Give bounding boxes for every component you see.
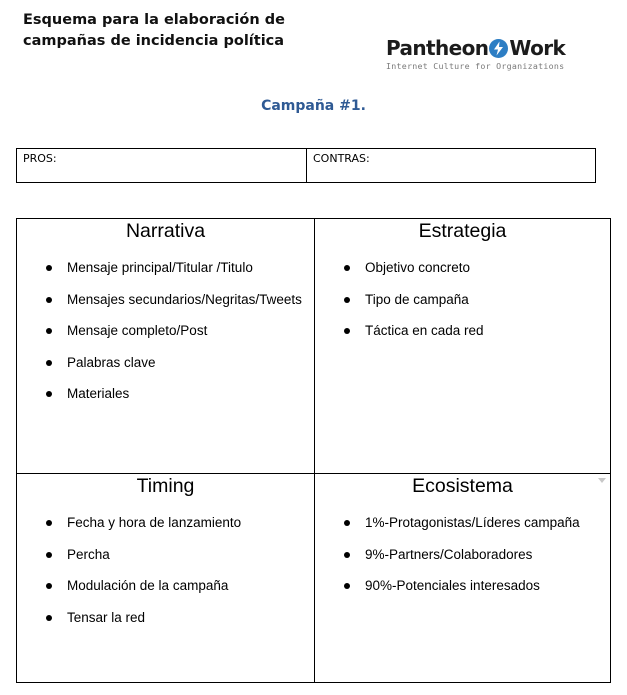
bullet-list <box>315 515 610 594</box>
list-item-text: 90%-Potenciales interesados <box>365 578 540 593</box>
list-item <box>17 292 314 308</box>
quadrant-narrativa <box>17 219 315 474</box>
campaign-heading: Campaña #1. <box>261 98 366 114</box>
bullet-icon <box>46 265 52 271</box>
bullet-icon <box>46 391 52 397</box>
bullet-icon <box>344 583 350 589</box>
list-item-text: Modulación de la campaña <box>67 578 229 593</box>
list-item-text: 1%-Protagonistas/Líderes campaña <box>365 515 580 530</box>
cons-label: CONTRAS: <box>313 152 370 165</box>
campaign-quadrant-grid <box>16 218 611 683</box>
bullet-icon <box>344 328 350 334</box>
list-item <box>315 515 610 531</box>
logo-wordmark <box>386 36 586 60</box>
logo-tagline: Internet Culture for Organizations <box>386 61 565 71</box>
bullet-icon <box>344 520 350 526</box>
logo-name-part-1: Pantheon <box>386 36 489 60</box>
list-item <box>315 578 610 594</box>
chevron-down-icon[interactable] <box>598 478 606 483</box>
list-item <box>17 515 314 531</box>
bullet-icon <box>46 360 52 366</box>
quadrant-title: Estrategia <box>418 220 507 242</box>
list-item-text: Objetivo concreto <box>365 260 471 275</box>
bullet-icon <box>344 297 350 303</box>
list-item-text: Fecha y hora de lanzamiento <box>67 515 242 530</box>
list-item-text: 9%-Partners/Colaboradores <box>365 546 533 562</box>
list-item-text: Táctica en cada red <box>365 323 484 338</box>
list-item <box>315 260 610 276</box>
document-title-line-1: Esquema para la elaboración de <box>23 12 285 28</box>
bullet-icon <box>46 615 52 621</box>
list-item-text: Mensajes secundarios/Negritas/Tweets <box>67 291 302 307</box>
quadrant-estrategia <box>315 219 610 474</box>
bullet-icon <box>46 583 52 589</box>
bullet-icon <box>46 520 52 526</box>
bullet-icon <box>46 552 52 558</box>
bullet-list <box>17 515 314 626</box>
quadrant-timing <box>17 474 315 682</box>
bullet-icon <box>344 552 350 558</box>
bullet-icon <box>46 328 52 334</box>
pantheon-work-logo <box>386 36 586 71</box>
bullet-list <box>315 260 610 339</box>
document-title-line-2: campañas de incidencia política <box>23 33 285 49</box>
list-item-text: Percha <box>67 546 110 562</box>
list-item <box>17 578 314 594</box>
list-item <box>17 547 314 563</box>
list-item <box>17 260 314 276</box>
list-item <box>17 323 314 339</box>
quadrant-ecosistema <box>315 474 610 682</box>
logo-name-part-2: Work <box>509 36 566 60</box>
quadrant-title: Ecosistema <box>412 475 513 497</box>
list-item-text: Materiales <box>67 386 130 401</box>
list-item-text: Mensaje completo/Post <box>67 323 208 338</box>
pros-cons-table <box>16 148 596 183</box>
quadrant-title: Timing <box>136 475 195 497</box>
quadrant-title: Narrativa <box>125 220 206 242</box>
list-item-text: Mensaje principal/Titular /Titulo <box>67 260 253 275</box>
document-title <box>23 10 283 52</box>
bullet-list <box>17 260 314 402</box>
bullet-icon <box>46 297 52 303</box>
list-item <box>315 547 610 563</box>
list-item-text: Palabras clave <box>67 354 156 370</box>
list-item-text: Tensar la red <box>67 609 146 625</box>
bullet-icon <box>344 265 350 271</box>
list-item <box>17 355 314 371</box>
list-item <box>17 610 314 626</box>
list-item-text: Tipo de campaña <box>365 291 469 307</box>
list-item <box>315 292 610 308</box>
pros-label: PROS: <box>23 152 57 165</box>
list-item <box>315 323 610 339</box>
cons-cell <box>307 149 595 182</box>
list-item <box>17 386 314 402</box>
lightning-bolt-icon <box>489 39 508 58</box>
pros-cell <box>17 149 307 182</box>
